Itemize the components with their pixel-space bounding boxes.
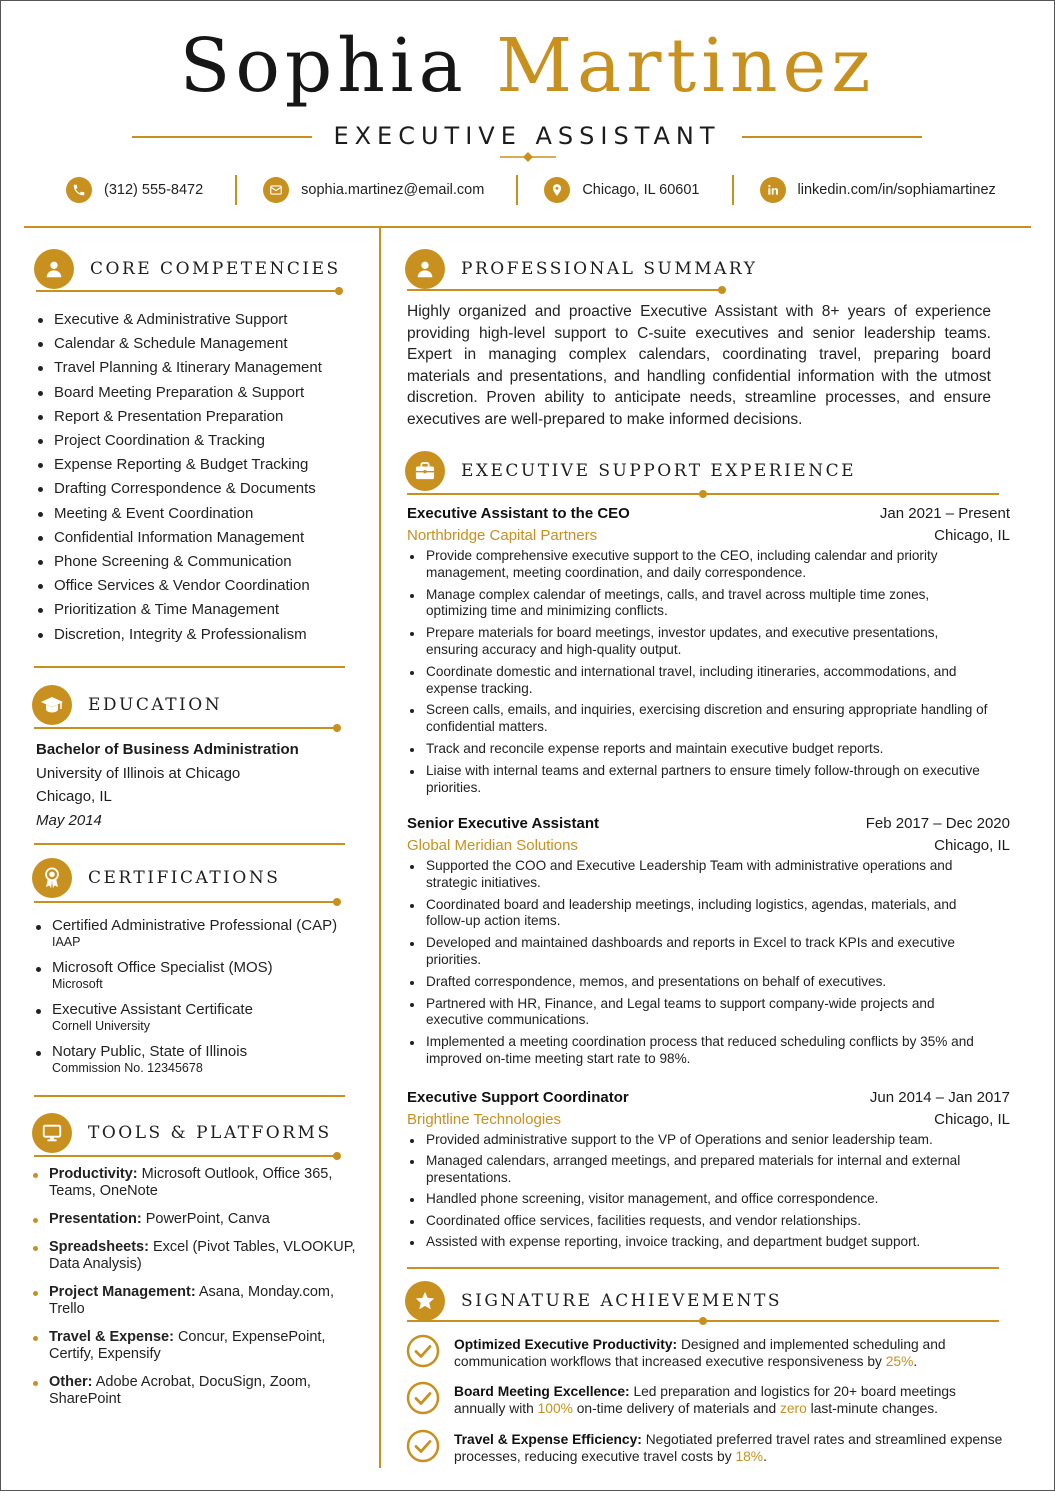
- achievement-body: on-time delivery of materials and: [572, 1401, 780, 1416]
- job-title: Executive Support Coordinator: [407, 1089, 629, 1106]
- achievement-title: Optimized Executive Productivity:: [454, 1337, 678, 1352]
- section-rule: [36, 290, 340, 292]
- check-circle-icon: [405, 1380, 441, 1416]
- tool-category: Spreadsheets:: [49, 1239, 149, 1255]
- tools-list: [32, 1166, 362, 1419]
- achievement-body: .: [763, 1449, 767, 1464]
- tool-category: Productivity:: [49, 1166, 138, 1182]
- contact-location: [544, 177, 699, 203]
- list-item: Expense Reporting & Budget Tracking: [36, 453, 366, 477]
- user-icon: [34, 249, 74, 289]
- column-divider: [379, 228, 381, 1468]
- title-divider-left: [132, 136, 312, 138]
- list-item: Travel Planning & Itinerary Management: [36, 356, 366, 380]
- certification-name: Microsoft Office Specialist (MOS): [52, 959, 273, 976]
- section-divider: [34, 666, 345, 668]
- achievement-body: .: [913, 1354, 918, 1369]
- list-item: [32, 1239, 362, 1273]
- location-pin-icon: [544, 177, 570, 203]
- certification-name: Notary Public, State of Illinois: [52, 1043, 248, 1060]
- list-item: [32, 1284, 362, 1318]
- achievement-body: last-minute changes.: [806, 1401, 938, 1416]
- section-header-summary: [405, 249, 757, 289]
- list-item: Assisted with expense reporting, invoice tracking, and department budget support.: [407, 1234, 1010, 1251]
- contact-divider: [732, 175, 734, 205]
- achievement-item: [405, 1383, 1005, 1417]
- section-title: SIGNATURE ACHIEVEMENTS: [461, 1291, 783, 1311]
- job-location: Chicago, IL: [934, 527, 1010, 544]
- achievement-body: Designed and implemented scheduling and communication workflows that increased executive responsiveness by: [454, 1337, 946, 1369]
- section-divider: [407, 1267, 999, 1269]
- section-rule: [407, 289, 723, 291]
- list-item: Managed calendars, arranged meetings, and prepared materials for internal and external presentations.: [407, 1153, 1010, 1187]
- list-item: Provided administrative support to the VP of Operations and senior leadership team.: [407, 1132, 1010, 1149]
- job-location: Chicago, IL: [934, 1111, 1010, 1128]
- tool-values: PowerPoint, Canva: [145, 1211, 270, 1227]
- monitor-icon: [32, 1113, 72, 1153]
- job-bullets: [407, 858, 1010, 1068]
- certifications-list: [34, 916, 364, 1084]
- list-item: [32, 1211, 362, 1228]
- list-item: Coordinate domestic and international travel, including itineraries, accommodations, and expense tracking.: [407, 664, 1010, 698]
- tool-values: Asana, Monday.com, Trello: [49, 1284, 335, 1317]
- achievement-highlight: zero: [779, 1401, 807, 1416]
- list-item: Calendar & Schedule Management: [36, 332, 366, 356]
- job-company: Northbridge Capital Partners: [407, 527, 598, 544]
- header-rule: [24, 226, 1031, 228]
- tool-values: Concur, ExpensePoint, Certify, Expensify: [49, 1329, 326, 1362]
- title-divider-right: [742, 136, 922, 138]
- section-divider: [34, 1095, 345, 1097]
- phone-text: (312) 555-8472: [104, 182, 204, 198]
- tool-category: Project Management:: [49, 1284, 196, 1300]
- achievement-title: Travel & Expense Efficiency:: [454, 1432, 642, 1447]
- certification-issuer: Microsoft: [52, 977, 103, 991]
- section-rule: [34, 727, 338, 729]
- job-title: Executive Assistant to the CEO: [407, 505, 630, 522]
- tool-values: Excel (Pivot Tables, VLOOKUP, Data Analysis): [49, 1239, 356, 1272]
- school: University of Illinois at Chicago: [36, 764, 241, 782]
- list-item: Developed and maintained dashboards and reports in Excel to track KPIs and executive priorities.: [407, 935, 1010, 969]
- summary-text: Highly organized and proactive Executive Assistant with 8+ years of experience providing high-level support to C-suite executives and senior leadership teams. Expert in managing complex calendars, coordinating travel, preparing board materials and presentations, and handling confidential information with the utmost discretion. Proven ability to anticipate needs, streamline processes, and ensure executives are well-prepared to make informed decisions.: [407, 303, 991, 428]
- certification-issuer: IAAP: [52, 935, 81, 949]
- achievement-body: Negotiated preferred travel rates and streamlined expense processes, reducing executive travel costs by: [454, 1432, 1003, 1464]
- list-item: Prioritization & Time Management: [36, 598, 366, 622]
- job-company: Global Meridian Solutions: [407, 837, 578, 854]
- list-item: Manage complex calendar of meetings, calls, and travel across multiple time zones, optimizing time and minimizing conflicts.: [407, 587, 1010, 621]
- list-item: Board Meeting Preparation & Support: [36, 381, 366, 405]
- section-title: CORE COMPETENCIES: [90, 259, 341, 279]
- graduation-cap-icon: [32, 685, 72, 725]
- job-entry: [407, 1087, 1010, 1255]
- job-bullets: [407, 1132, 1010, 1251]
- list-item: Prepare materials for board meetings, investor updates, and executive presentations, ensuring accuracy and high-quality output.: [407, 625, 1010, 659]
- list-item: Liaise with internal teams and external partners to ensure timely follow-through on executive priorities.: [407, 763, 1010, 797]
- tool-category: Other:: [49, 1374, 93, 1390]
- tool-values: Microsoft Outlook, Office 365, Teams, OneNote: [49, 1166, 333, 1199]
- list-item: Executive & Administrative Support: [36, 308, 366, 332]
- list-item: Drafted correspondence, memos, and presentations on behalf of executives.: [407, 974, 1010, 991]
- list-item: Implemented a meeting coordination process that reduced scheduling conflicts by 35% and improved on-time meeting start rate to 98%.: [407, 1034, 1010, 1068]
- achievement-highlight: 100%: [537, 1401, 573, 1416]
- list-item: [32, 1166, 362, 1200]
- achievement-item: [405, 1336, 1005, 1370]
- list-item: Report & Presentation Preparation: [36, 405, 366, 429]
- section-header-experience: [405, 451, 856, 491]
- user-icon: [405, 249, 445, 289]
- tool-values: Adobe Acrobat, DocuSign, Zoom, SharePoint: [49, 1374, 311, 1407]
- school-location: Chicago, IL: [36, 788, 112, 805]
- title-ornament: [500, 152, 556, 162]
- list-item: Phone Screening & Communication: [36, 550, 366, 574]
- section-title: CERTIFICATIONS: [88, 868, 281, 888]
- list-item: Meeting & Event Coordination: [36, 502, 366, 526]
- section-rule: [407, 493, 999, 495]
- list-item: [34, 916, 364, 950]
- section-header-tools: [32, 1113, 332, 1153]
- achievement-text: [454, 1383, 1005, 1417]
- list-item: Coordinated office services, facilities requests, and vendor relationships.: [407, 1213, 1010, 1230]
- job-title: Senior Executive Assistant: [407, 815, 600, 832]
- section-header-certifications: [32, 858, 280, 898]
- list-item: [34, 1042, 364, 1076]
- competencies-list: [36, 308, 366, 647]
- title-row: [132, 120, 922, 160]
- list-item: Screen calls, emails, and inquiries, exercising discretion and ensuring appropriate handling of confidential matters.: [407, 702, 1010, 736]
- linkedin-icon: [760, 177, 786, 203]
- section-title: TOOLS & PLATFORMS: [88, 1123, 332, 1143]
- list-item: Track and reconcile expense reports and maintain executive budget reports.: [407, 741, 1010, 758]
- section-rule: [407, 1320, 999, 1322]
- list-item: Confidential Information Management: [36, 526, 366, 550]
- achievement-highlight: 25%: [885, 1354, 914, 1369]
- section-header-achievements: [405, 1281, 782, 1321]
- education-entry: [36, 738, 356, 832]
- contact-email[interactable]: [263, 177, 484, 203]
- achievement-item: [405, 1431, 1005, 1465]
- list-item: [32, 1329, 362, 1363]
- phone-icon: [66, 177, 92, 203]
- location-text: Chicago, IL 60601: [582, 182, 700, 198]
- list-item: [32, 1374, 362, 1408]
- section-title: PROFESSIONAL SUMMARY: [461, 259, 758, 279]
- contact-phone[interactable]: [66, 177, 203, 203]
- certification-issuer: Commission No. 12345678: [52, 1061, 203, 1075]
- certification-issuer: Cornell University: [52, 1019, 150, 1033]
- check-circle-icon: [405, 1428, 441, 1464]
- certification-name: Certified Administrative Professional (CAP): [52, 917, 338, 934]
- envelope-icon: [263, 177, 289, 203]
- award-ribbon-icon: [32, 858, 72, 898]
- contact-linkedin[interactable]: [760, 177, 996, 203]
- contact-divider: [516, 175, 518, 205]
- section-title: EXECUTIVE SUPPORT EXPERIENCE: [461, 461, 857, 481]
- job-entry: [407, 813, 1010, 1073]
- briefcase-icon: [405, 451, 445, 491]
- tool-category: Travel & Expense:: [49, 1329, 174, 1345]
- certification-name: Executive Assistant Certificate: [52, 1001, 253, 1018]
- job-dates: Feb 2017 – Dec 2020: [865, 815, 1010, 832]
- section-divider: [34, 843, 345, 845]
- star-icon: [405, 1281, 445, 1321]
- list-item: Partnered with HR, Finance, and Legal teams to support company-wide projects and executive communications.: [407, 996, 1010, 1030]
- achievement-body: Led preparation and logistics for 20+ board meetings annually with: [454, 1384, 956, 1416]
- section-header-competencies: [34, 249, 341, 289]
- section-rule: [34, 1155, 338, 1157]
- job-entry: [407, 503, 1010, 801]
- linkedin-text: linkedin.com/in/sophiamartinez: [797, 182, 996, 198]
- section-title: EDUCATION: [88, 695, 223, 715]
- candidate-name: [0, 23, 1055, 109]
- contact-row: [66, 172, 1016, 208]
- contact-divider: [235, 175, 237, 205]
- achievement-title: Board Meeting Excellence:: [454, 1384, 630, 1399]
- job-location: Chicago, IL: [934, 837, 1010, 854]
- list-item: Handled phone screening, visitor management, and office correspondence.: [407, 1191, 1010, 1208]
- check-circle-icon: [405, 1333, 441, 1369]
- job-company: Brightline Technologies: [407, 1111, 561, 1128]
- list-item: Provide comprehensive executive support to the CEO, including calendar and priority management, meeting coordination, and daily correspondence.: [407, 548, 1010, 582]
- job-title: EXECUTIVE ASSISTANT: [333, 122, 721, 150]
- list-item: Project Coordination & Tracking: [36, 429, 366, 453]
- section-header-education: [32, 685, 222, 725]
- list-item: Office Services & Vendor Coordination: [36, 574, 366, 598]
- achievement-text: [454, 1431, 1005, 1465]
- email-text: sophia.martinez@email.com: [301, 182, 485, 198]
- graduation-date: May 2014: [36, 811, 102, 829]
- list-item: [34, 958, 364, 992]
- job-bullets: [407, 548, 1010, 796]
- section-rule: [34, 901, 338, 903]
- last-name: Martinez: [496, 23, 876, 109]
- list-item: Discretion, Integrity & Professionalism: [36, 623, 366, 647]
- list-item: Coordinated board and leadership meetings, including logistics, agendas, materials, and follow-up action items.: [407, 897, 1010, 931]
- achievement-highlight: 18%: [735, 1449, 764, 1464]
- first-name: Sophia: [179, 23, 468, 109]
- list-item: [34, 1000, 364, 1034]
- list-item: Supported the COO and Executive Leadership Team with administrative operations and strategic initiatives.: [407, 858, 1010, 892]
- list-item: Drafting Correspondence & Documents: [36, 477, 366, 501]
- tool-category: Presentation:: [49, 1211, 142, 1227]
- degree: Bachelor of Business Administration: [36, 741, 299, 758]
- achievement-text: [454, 1336, 1005, 1370]
- job-dates: Jun 2014 – Jan 2017: [869, 1089, 1010, 1106]
- job-dates: Jan 2021 – Present: [879, 505, 1010, 522]
